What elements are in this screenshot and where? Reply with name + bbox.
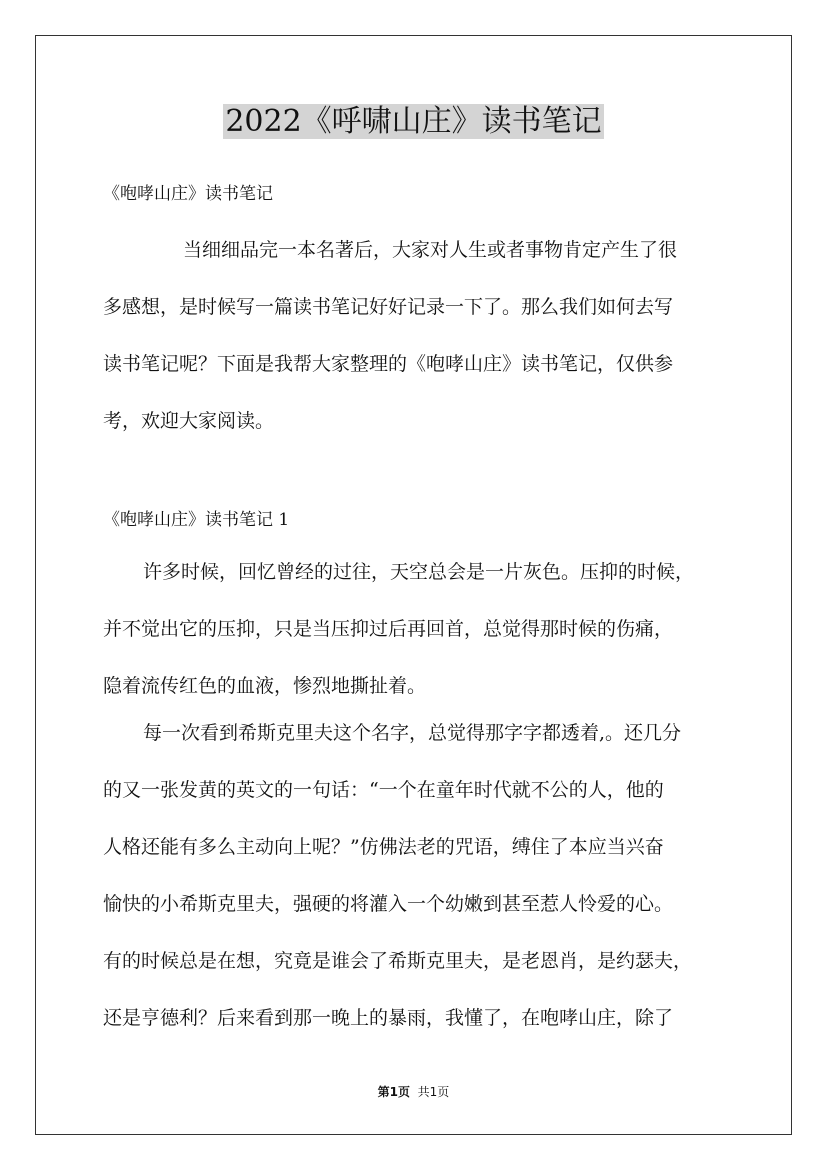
document-title-text: 2022《呼啸山庄》读书笔记	[225, 104, 602, 139]
text-line: 的又一张发黄的英文的一句话：“一个在童年时代就不公的人，他的	[103, 779, 664, 801]
page-total: 共1页	[417, 1085, 450, 1099]
text-line: 许多时候，回忆曾经的过往，天空总会是一片灰色。压抑的时候，	[143, 561, 695, 583]
text-line: 多感想，是时候写一篇读书笔记好好记录一下了。那么我们如何去写	[103, 296, 674, 318]
text-line: 隐着流传红色的血液，惨烈地撕扯着。	[103, 675, 427, 697]
text-line: 人格还能有多么主动向上呢？”仿佛法老的咒语，缚住了本应当兴奋	[103, 836, 664, 858]
page-number: 第1页	[377, 1085, 411, 1099]
intro-paragraph	[103, 234, 677, 462]
document-title	[0, 98, 827, 146]
text-line: 并不觉出它的压抑，只是当压抑过后再回首，总觉得那时候的伤痛，	[103, 618, 674, 640]
text-line: 还是亨德利？后来看到那一晚上的暴雨，我懂了，在咆哮山庄，除了	[103, 1007, 674, 1029]
section-heading: 《咆哮山庄》读书笔记 1	[103, 510, 290, 530]
text-line: 每一次看到希斯克里夫这个名字，总觉得那字字都透着,。还几分	[143, 722, 682, 744]
text-line: 当细细品完一本名著后，大家对人生或者事物肯定产生了很	[183, 239, 678, 261]
document-subtitle: 《咆哮山庄》读书笔记	[103, 184, 273, 204]
paragraph-2	[103, 717, 692, 1059]
paragraph-1	[103, 556, 694, 727]
page-footer	[0, 1082, 827, 1102]
text-line: 有的时候总是在想，究竟是谁会了希斯克里夫，是老恩肖，是约瑟夫，	[103, 950, 693, 972]
text-line: 读书笔记呢？下面是我帮大家整理的《咆哮山庄》读书笔记，仅供参	[103, 353, 674, 375]
text-line: 愉快的小希斯克里夫，强硬的将灌入一个幼嫩到甚至惹人怜爱的心。	[103, 893, 674, 915]
text-line: 考，欢迎大家阅读。	[103, 410, 275, 432]
